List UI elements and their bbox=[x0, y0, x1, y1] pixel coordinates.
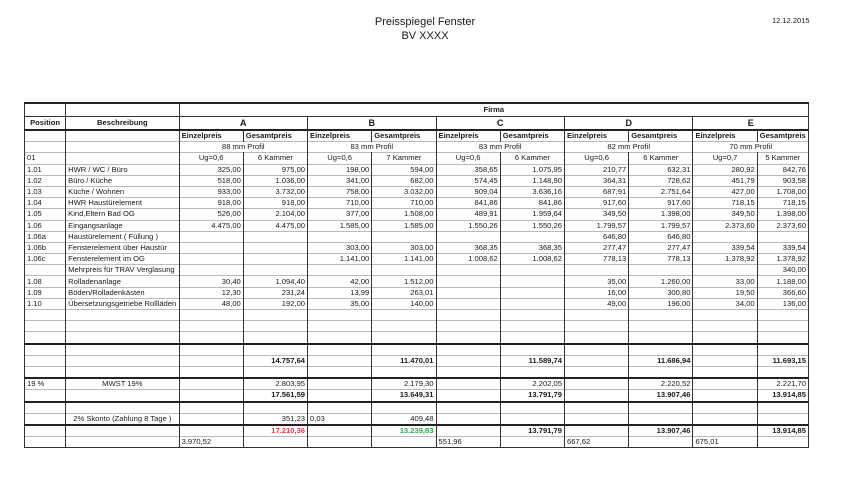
price-cell: 933,00 bbox=[179, 186, 243, 197]
price-cell: 366,60 bbox=[757, 287, 808, 298]
price-cell bbox=[243, 231, 307, 242]
table-row bbox=[25, 276, 809, 287]
price-cell: 841,86 bbox=[500, 198, 564, 209]
description-cell bbox=[66, 355, 179, 366]
subtotal-cell: 11.693,15 bbox=[757, 355, 808, 366]
price-cell bbox=[436, 298, 500, 309]
price-cell bbox=[500, 276, 564, 287]
price-cell: 728,62 bbox=[629, 175, 693, 186]
mwst-cell: 2.221,70 bbox=[757, 378, 808, 390]
price-cell bbox=[564, 265, 628, 276]
position-cell bbox=[25, 355, 66, 366]
description-cell: HWR Haustürelement bbox=[66, 198, 179, 209]
price-cell: 518,00 bbox=[179, 175, 243, 186]
document-title: Preisspiegel Fenster bbox=[374, 16, 476, 28]
price-cell: 3.636,16 bbox=[500, 186, 564, 197]
price-cell: 263,01 bbox=[372, 287, 436, 298]
price-cell: 196,00 bbox=[629, 298, 693, 309]
gesamtpreis-label: Gesamtpreis bbox=[500, 130, 564, 142]
profile-label: 70 mm Profil bbox=[693, 142, 809, 153]
price-cell: 1.008,62 bbox=[436, 254, 500, 265]
price-cell: 341,00 bbox=[308, 175, 372, 186]
price-cell: 19,50 bbox=[693, 287, 757, 298]
price-cell: 718,15 bbox=[757, 198, 808, 209]
price-cell: 975,00 bbox=[243, 164, 307, 175]
price-cell bbox=[179, 254, 243, 265]
price-cell: 277,47 bbox=[629, 242, 693, 253]
mwst-cell: 2.179,30 bbox=[372, 378, 436, 390]
price-cell: Ug=0,7 bbox=[693, 153, 757, 164]
price-cell: 427,00 bbox=[693, 186, 757, 197]
table-row bbox=[25, 298, 809, 309]
table-row bbox=[25, 198, 809, 209]
final-cell: 13.239,83 bbox=[372, 425, 436, 437]
subtotal-cell: 14.757,64 bbox=[243, 355, 307, 366]
price-cell: 1.094,40 bbox=[243, 276, 307, 287]
price-cell bbox=[436, 265, 500, 276]
einzelpreis-label: Einzelpreis bbox=[436, 130, 500, 142]
price-cell: 718,15 bbox=[693, 198, 757, 209]
price-cell bbox=[243, 265, 307, 276]
firm-letter: D bbox=[564, 117, 692, 131]
table-row bbox=[25, 265, 809, 276]
price-cell: 6 Kammer bbox=[243, 153, 307, 164]
price-cell: 594,00 bbox=[372, 164, 436, 175]
price-cell bbox=[436, 231, 500, 242]
profile-label: 82 mm Profil bbox=[564, 142, 692, 153]
skonto-cell: 351,23 bbox=[243, 413, 307, 425]
price-cell: 758,00 bbox=[308, 186, 372, 197]
price-cell: 35,00 bbox=[564, 276, 628, 287]
price-cell: 682,00 bbox=[372, 175, 436, 186]
price-cell bbox=[693, 231, 757, 242]
document-subtitle: BV XXXX bbox=[401, 30, 449, 42]
position-cell: 1.02 bbox=[25, 175, 66, 186]
price-cell: 918,00 bbox=[243, 198, 307, 209]
price-cell: 778,13 bbox=[564, 254, 628, 265]
price-cell: 1.141,00 bbox=[372, 254, 436, 265]
price-cell: 16,00 bbox=[564, 287, 628, 298]
price-cell: 687,91 bbox=[564, 186, 628, 197]
table-row bbox=[25, 242, 809, 253]
price-cell: 1.378,92 bbox=[693, 254, 757, 265]
price-cell: 1.075,95 bbox=[500, 164, 564, 175]
profile-label: 83 mm Profil bbox=[308, 142, 436, 153]
price-cell: 917,60 bbox=[564, 198, 628, 209]
price-cell: 1.585,00 bbox=[372, 220, 436, 231]
profile-label: 83 mm Profil bbox=[436, 142, 564, 153]
price-cell: 198,00 bbox=[308, 164, 372, 175]
price-cell: 1.508,00 bbox=[372, 209, 436, 220]
price-cell bbox=[308, 265, 372, 276]
description-cell: Kind,Eltern Bad OG bbox=[66, 209, 179, 220]
position-cell bbox=[25, 265, 66, 276]
brutto-cell: 13.791,79 bbox=[500, 390, 564, 402]
price-cell: 842,76 bbox=[757, 164, 808, 175]
description-cell: Böden/Rolladenkästen bbox=[66, 287, 179, 298]
price-cell: 280,92 bbox=[693, 164, 757, 175]
price-cell: 1.959,64 bbox=[500, 209, 564, 220]
price-cell: 451,79 bbox=[693, 175, 757, 186]
price-cell: 2.373,60 bbox=[757, 220, 808, 231]
price-cell: 13,99 bbox=[308, 287, 372, 298]
table-row bbox=[25, 209, 809, 220]
position-cell: 1.06b bbox=[25, 242, 66, 253]
price-cell: 2.373,60 bbox=[693, 220, 757, 231]
position-cell: 1.09 bbox=[25, 287, 66, 298]
gesamtpreis-label: Gesamtpreis bbox=[629, 130, 693, 142]
skonto-percent-cell: 0,03 bbox=[308, 413, 372, 425]
price-cell: 48,00 bbox=[179, 298, 243, 309]
position-cell: 1.01 bbox=[25, 164, 66, 175]
description-cell: HWR / WC / Büro bbox=[66, 164, 179, 175]
price-cell: 42,00 bbox=[308, 276, 372, 287]
position-cell: 1.08 bbox=[25, 276, 66, 287]
price-comparison-table bbox=[24, 102, 809, 448]
subtotal-cell: 11.470,01 bbox=[372, 355, 436, 366]
price-cell: 1.148,90 bbox=[500, 175, 564, 186]
empty-row bbox=[25, 310, 809, 321]
price-cell: 710,00 bbox=[372, 198, 436, 209]
description-cell bbox=[66, 425, 179, 437]
price-cell: 1.036,00 bbox=[243, 175, 307, 186]
table-row bbox=[25, 186, 809, 197]
empty-row bbox=[25, 366, 809, 378]
empty-row bbox=[25, 344, 809, 356]
price-cell bbox=[436, 276, 500, 287]
description-cell: Haustürelement ( Füllung ) bbox=[66, 231, 179, 242]
description-cell: Eingangsanlage bbox=[66, 220, 179, 231]
price-cell: 364,31 bbox=[564, 175, 628, 186]
brutto-cell: 13.914,85 bbox=[757, 390, 808, 402]
profile-label: 88 mm Profil bbox=[179, 142, 307, 153]
price-cell bbox=[372, 265, 436, 276]
price-cell: 277,47 bbox=[564, 242, 628, 253]
description-cell: Fensterelement über Haustür bbox=[66, 242, 179, 253]
position-cell: 19 % bbox=[25, 378, 66, 390]
table-row bbox=[25, 164, 809, 175]
firm-letters-row bbox=[25, 117, 809, 131]
price-cell: 30,40 bbox=[179, 276, 243, 287]
price-cell: 33,00 bbox=[693, 276, 757, 287]
price-cell bbox=[179, 242, 243, 253]
mwst-cell: 2.202,05 bbox=[500, 378, 564, 390]
price-cell: 340,00 bbox=[757, 265, 808, 276]
table-row bbox=[25, 175, 809, 186]
price-cell bbox=[500, 287, 564, 298]
price-cell: 5 Kammer bbox=[757, 153, 808, 164]
price-cell: 303,00 bbox=[308, 242, 372, 253]
price-cell: 1.708,00 bbox=[757, 186, 808, 197]
firma-header: Firma bbox=[179, 103, 808, 117]
price-cell: 903,58 bbox=[757, 175, 808, 186]
price-cell: 1.188,00 bbox=[757, 276, 808, 287]
difference-cell bbox=[308, 437, 372, 448]
gesamtpreis-label: Gesamtpreis bbox=[372, 130, 436, 142]
position-cell: 1.05 bbox=[25, 209, 66, 220]
price-cell: 1.512,00 bbox=[372, 276, 436, 287]
price-cell bbox=[500, 298, 564, 309]
subtotal-cell: 11.589,74 bbox=[500, 355, 564, 366]
description-cell: Rolladenanlage bbox=[66, 276, 179, 287]
price-cell: 2.104,00 bbox=[243, 209, 307, 220]
price-cell: 34,00 bbox=[693, 298, 757, 309]
einzelpreis-label: Einzelpreis bbox=[179, 130, 243, 142]
gesamtpreis-label: Gesamtpreis bbox=[757, 130, 808, 142]
empty-row bbox=[25, 332, 809, 344]
price-cell: 6 Kammer bbox=[629, 153, 693, 164]
price-cell: 1.398,00 bbox=[629, 209, 693, 220]
position-cell: 1.06c bbox=[25, 254, 66, 265]
price-cell: 349,50 bbox=[693, 209, 757, 220]
brutto-cell: 17.561,59 bbox=[243, 390, 307, 402]
price-cell: 778,13 bbox=[629, 254, 693, 265]
price-cell: 918,00 bbox=[179, 198, 243, 209]
price-cell: 917,60 bbox=[629, 198, 693, 209]
price-cell bbox=[243, 242, 307, 253]
price-cell: 6 Kammer bbox=[500, 153, 564, 164]
difference-row bbox=[25, 437, 809, 448]
price-cell: 1.550,26 bbox=[436, 220, 500, 231]
skonto-row bbox=[25, 413, 809, 425]
price-cell: 1.141,00 bbox=[308, 254, 372, 265]
price-cell: 646,80 bbox=[564, 231, 628, 242]
price-cell: 1.398,00 bbox=[757, 209, 808, 220]
final-cell: 17.210,36 bbox=[243, 425, 307, 437]
position-cell: 1.06 bbox=[25, 220, 66, 231]
corner-cell bbox=[25, 103, 66, 117]
price-cell bbox=[500, 231, 564, 242]
price-cell: Ug=0,6 bbox=[564, 153, 628, 164]
position-cell: 1.06a bbox=[25, 231, 66, 242]
price-cell bbox=[243, 254, 307, 265]
price-cell bbox=[757, 231, 808, 242]
difference-cell: 3.970,52 bbox=[179, 437, 243, 448]
price-cell: 300,80 bbox=[629, 287, 693, 298]
price-cell: 1.008,62 bbox=[500, 254, 564, 265]
firm-letter: E bbox=[693, 117, 809, 131]
price-cell: Ug=0,6 bbox=[179, 153, 243, 164]
einzelpreis-label: Einzelpreis bbox=[564, 130, 628, 142]
price-cell bbox=[372, 231, 436, 242]
price-cell: 632,31 bbox=[629, 164, 693, 175]
beschreibung-header: Beschreibung bbox=[66, 117, 179, 131]
price-cell bbox=[693, 265, 757, 276]
price-cell: 49,00 bbox=[564, 298, 628, 309]
price-cell: 1.260,00 bbox=[629, 276, 693, 287]
brutto-row bbox=[25, 390, 809, 402]
skonto-cell: 409,48 bbox=[372, 413, 436, 425]
price-cell bbox=[500, 265, 564, 276]
subtotal-cell: 11.686,94 bbox=[629, 355, 693, 366]
table-row bbox=[25, 231, 809, 242]
price-cell: 377,00 bbox=[308, 209, 372, 220]
firm-letter: C bbox=[436, 117, 564, 131]
price-cell: 841,86 bbox=[436, 198, 500, 209]
price-cell: 4.475,00 bbox=[243, 220, 307, 231]
table-row bbox=[25, 254, 809, 265]
mwst-row bbox=[25, 378, 809, 390]
price-cell: 2.751,64 bbox=[629, 186, 693, 197]
position-cell bbox=[25, 425, 66, 437]
position-cell bbox=[25, 390, 66, 402]
price-cell: 358,65 bbox=[436, 164, 500, 175]
price-cell bbox=[179, 265, 243, 276]
price-cell: 1.799,57 bbox=[564, 220, 628, 231]
price-cell: 526,00 bbox=[179, 209, 243, 220]
position-cell: 1.10 bbox=[25, 298, 66, 309]
final-cell: 13.791,79 bbox=[500, 425, 564, 437]
price-cell: Ug=0,6 bbox=[308, 153, 372, 164]
difference-cell: 667,62 bbox=[564, 437, 628, 448]
final-row bbox=[25, 425, 809, 437]
price-cell bbox=[629, 265, 693, 276]
price-cell: 909,04 bbox=[436, 186, 500, 197]
price-cell: 489,91 bbox=[436, 209, 500, 220]
price-cell: 646,80 bbox=[629, 231, 693, 242]
price-cell: 339,54 bbox=[757, 242, 808, 253]
difference-cell: 675,01 bbox=[693, 437, 757, 448]
price-cell: Ug=0,6 bbox=[436, 153, 500, 164]
skonto-label: 2% Skonto (Zahlung 8 Tage ) bbox=[66, 413, 179, 425]
price-cell: 368,35 bbox=[500, 242, 564, 253]
price-cell: 4.475,00 bbox=[179, 220, 243, 231]
price-cell: 3.032,00 bbox=[372, 186, 436, 197]
price-cell bbox=[179, 231, 243, 242]
firma-header-row bbox=[25, 103, 809, 117]
price-cell: 192,00 bbox=[243, 298, 307, 309]
price-cell: 349,50 bbox=[564, 209, 628, 220]
price-cell: 231,24 bbox=[243, 287, 307, 298]
firm-letter: A bbox=[179, 117, 307, 131]
position-cell: 1.03 bbox=[25, 186, 66, 197]
price-cell bbox=[308, 231, 372, 242]
price-cell: 12,30 bbox=[179, 287, 243, 298]
final-cell: 13.914,85 bbox=[757, 425, 808, 437]
price-cell: 303,00 bbox=[372, 242, 436, 253]
description-cell: Fensterelement im OG bbox=[66, 254, 179, 265]
table-row bbox=[25, 287, 809, 298]
position-cell: 01 bbox=[25, 153, 66, 164]
brutto-cell: 13.907,46 bbox=[629, 390, 693, 402]
price-cell: 339,54 bbox=[693, 242, 757, 253]
price-cell: 1.550,26 bbox=[500, 220, 564, 231]
mwst-cell: 2.220,52 bbox=[629, 378, 693, 390]
position-cell: 1.04 bbox=[25, 198, 66, 209]
price-cell: 574,45 bbox=[436, 175, 500, 186]
mwst-cell: 2.803,95 bbox=[243, 378, 307, 390]
price-cell: 3.732,00 bbox=[243, 186, 307, 197]
table-row bbox=[25, 220, 809, 231]
description-cell: Küche / Wohnen bbox=[66, 186, 179, 197]
price-cell bbox=[436, 287, 500, 298]
document-date: 12.12.2015 bbox=[772, 16, 810, 25]
empty-row bbox=[25, 321, 809, 332]
description-cell: MWST 19% bbox=[66, 378, 179, 390]
price-cell: 368,35 bbox=[436, 242, 500, 253]
price-cell: 136,00 bbox=[757, 298, 808, 309]
description-cell: Büro / Küche bbox=[66, 175, 179, 186]
price-cell: 1.585,00 bbox=[308, 220, 372, 231]
price-cell: 1.799,57 bbox=[629, 220, 693, 231]
firm-letter: B bbox=[308, 117, 436, 131]
profile-row bbox=[25, 142, 809, 153]
price-cell: 7 Kammer bbox=[372, 153, 436, 164]
subtotal-row bbox=[25, 355, 809, 366]
position-header: Position bbox=[25, 117, 66, 131]
price-type-row bbox=[25, 130, 809, 142]
price-cell: 140,00 bbox=[372, 298, 436, 309]
description-cell bbox=[66, 153, 179, 164]
description-cell: Übersetzungsgetriebe Rollläden bbox=[66, 298, 179, 309]
empty-row bbox=[25, 402, 809, 414]
difference-cell: 551,96 bbox=[436, 437, 500, 448]
einzelpreis-label: Einzelpreis bbox=[308, 130, 372, 142]
corner-cell bbox=[66, 103, 179, 117]
price-cell: 325,00 bbox=[179, 164, 243, 175]
description-cell bbox=[66, 390, 179, 402]
price-cell: 210,77 bbox=[564, 164, 628, 175]
final-cell: 13.907,46 bbox=[629, 425, 693, 437]
einzelpreis-label: Einzelpreis bbox=[693, 130, 757, 142]
table-row bbox=[25, 153, 809, 164]
description-cell: Mehrpreis für TRAV Verglasung bbox=[66, 265, 179, 276]
gesamtpreis-label: Gesamtpreis bbox=[243, 130, 307, 142]
price-cell: 710,00 bbox=[308, 198, 372, 209]
price-cell: 1.378,92 bbox=[757, 254, 808, 265]
brutto-cell: 13.649,31 bbox=[372, 390, 436, 402]
price-cell: 35,00 bbox=[308, 298, 372, 309]
